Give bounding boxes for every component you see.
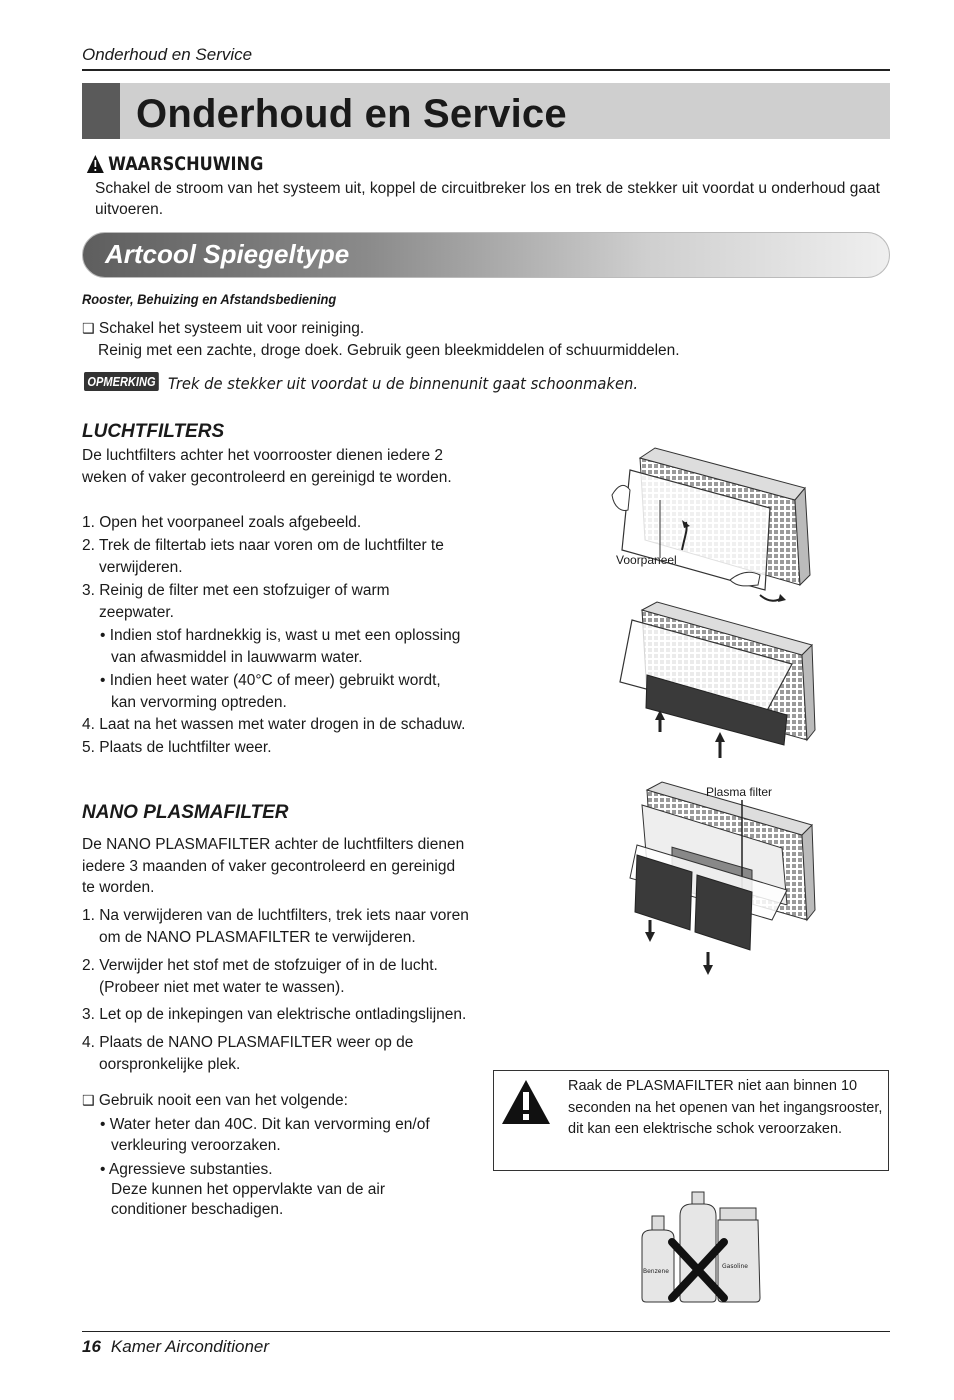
plasma-step-1-cont: om de NANO PLASMAFILTER te verwijderen.: [99, 929, 416, 946]
footer-rule: [82, 1331, 890, 1332]
grille-line-2: Reinig met een zachte, droge doek. Gebruik geen bleekmiddelen of schuurmiddelen.: [98, 342, 680, 359]
air-filters-heading: LUCHTFILTERS: [82, 421, 225, 442]
bottle-left-label: Benzene: [643, 1268, 669, 1275]
af-bullet-1: • Indien stof hardnekkig is, wast u met een oplossing: [100, 627, 461, 644]
note-text: Trek de stekker uit voordat u de binnenunit gaat schoonmaken.: [168, 374, 639, 393]
warning-label: [86, 153, 263, 175]
af-step-1: 1. Open het voorpaneel zoals afgebeeld.: [82, 514, 362, 531]
page-title: Onderhoud en Service: [136, 92, 567, 136]
never-use-lead-text: Gebruik nooit een van het volgende:: [98, 1092, 348, 1109]
plasma-step-2-cont: (Probeer niet met water te wassen).: [99, 979, 345, 996]
af-bullet-2: • Indien heet water (40°C of meer) gebruikt wordt,: [100, 672, 441, 689]
checkbox-icon: ❑: [82, 321, 95, 337]
never-use-lead: [82, 1090, 348, 1112]
plasma-step-3: 3. Let op de inkepingen van elektrische ontladingslijnen.: [82, 1006, 467, 1023]
never-use-b1: • Water heter dan 40C. Dit kan vervorming en/of: [100, 1116, 430, 1133]
running-header: Onderhoud en Service: [82, 45, 253, 64]
front-panel-label: Voorpaneel: [616, 553, 677, 567]
warning-text: Schakel de stroom van het systeem uit, koppel de circuitbreker los en trek de stekker uit voordat u onderhoud gaat uitvoeren.: [95, 180, 880, 218]
grille-line-1: [82, 318, 364, 340]
air-filter-removal-illustration: [612, 600, 817, 775]
af-step-5: 5. Plaats de luchtfilter weer.: [82, 739, 272, 756]
caution-exclamation-icon: [500, 1078, 552, 1126]
warning-label-text: WAARSCHUWING: [108, 153, 264, 175]
chemicals-prohibited-illustration: [636, 1190, 766, 1306]
grille-heading: Rooster, Behuizing en Afstandsbediening: [82, 291, 337, 307]
plasma-heading: NANO PLASMAFILTER: [82, 802, 289, 823]
af-step-3: 3. Reinig de filter met een stofzuiger of warm: [82, 582, 390, 599]
af-bullet-2-cont: kan vervorming optreden.: [111, 694, 287, 711]
footer: [82, 1337, 269, 1357]
never-use-b2: • Agressieve substanties.: [100, 1161, 273, 1178]
grille-line-1-text: Schakel het systeem uit voor reiniging.: [98, 320, 365, 337]
plasma-intro-2: iedere 3 maanden of vaker gecontroleerd en gereinigd: [82, 858, 456, 875]
plasma-step-2: 2. Verwijder het stof met de stofzuiger of in de lucht.: [82, 957, 438, 974]
af-bullet-1-cont: van afwasmiddel in lauwwarm water.: [111, 649, 363, 666]
af-step-2-cont: verwijderen.: [99, 559, 183, 576]
plasma-intro-3: te worden.: [82, 879, 155, 896]
footer-title: Kamer Airconditioner: [110, 1337, 270, 1356]
checkbox-icon: ❑: [82, 1093, 95, 1109]
plasma-step-4-cont: oorspronkelijke plek.: [99, 1056, 241, 1073]
air-filters-intro-2: weken of vaker gecontroleerd en gereinigd te worden.: [82, 469, 452, 486]
title-tab: [82, 83, 120, 139]
plasma-step-4: 4. Plaats de NANO PLASMAFILTER weer op de: [82, 1034, 414, 1051]
bottle-right-label: Gasoline: [722, 1263, 748, 1270]
plasma-intro-1: De NANO PLASMAFILTER achter de luchtfilters dienen: [82, 836, 465, 853]
af-step-4: 4. Laat na het wassen met water drogen in de schaduw.: [82, 716, 466, 733]
note-tag: OPMERKING: [84, 372, 159, 391]
plasma-filter-label: Plasma filter: [706, 785, 773, 799]
af-step-2: 2. Trek de filtertab iets naar voren om de luchtfilter te: [82, 537, 444, 554]
air-filters-intro-1: De luchtfilters achter het voorrooster dienen iedere 2: [82, 447, 444, 464]
plasma-step-1: 1. Na verwijderen van de luchtfilters, trek iets naar voren: [82, 907, 469, 924]
never-use-b2-cont-2: conditioner beschadigen.: [111, 1201, 284, 1218]
never-use-b2-cont-1: Deze kunnen het oppervlakte van de air: [111, 1181, 386, 1198]
caution-text: Raak de PLASMAFILTER niet aan binnen 10 seconden na het openen van het ingangsrooster, dit kan een elektrische schok veroorzaken.: [568, 1078, 883, 1137]
af-step-3-cont: zeepwater.: [99, 604, 174, 621]
never-use-b1-cont: verkleuring veroorzaken.: [111, 1137, 281, 1154]
section-title: Artcool Spiegeltype: [105, 239, 350, 269]
front-panel-illustration: [600, 440, 815, 610]
page-number: 16: [82, 1337, 101, 1356]
warning-triangle-icon: [86, 154, 105, 174]
plasma-filter-illustration: [612, 780, 817, 980]
header-rule: [82, 69, 890, 71]
